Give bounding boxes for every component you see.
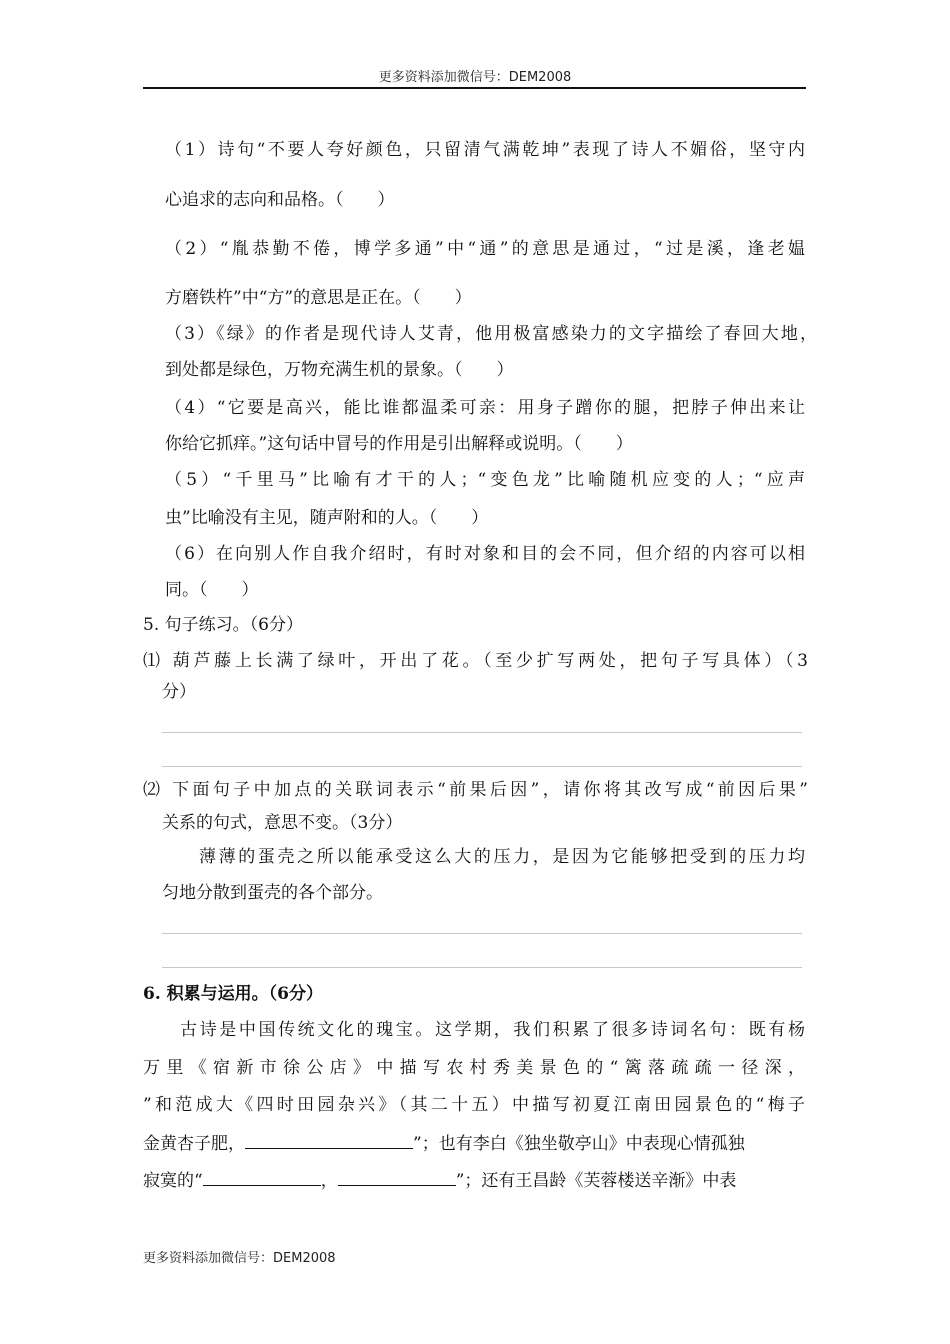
judgement-item-1-line1: （1）诗句“不要人夸好颜色，只留清气满乾坤”表现了诗人不媚俗，坚守内 [165,140,805,160]
q5-sub2-answer-line-1[interactable] [162,933,802,934]
judgement-item-1-line2: 心追求的志向和品格。（ ） [165,190,395,210]
q6-line4-text-b: ”；也有李白《独坐敬亭山》中表现心情孤独 [413,1134,745,1154]
judgement-item-5-line1: （5）“千里马”比喻有才干的人；“变色龙”比喻随机应变的人；“应声 [165,470,805,490]
judgement-item-3-line1: （3）《绿》的作者是现代诗人艾青，他用极富感染力的文字描绘了春回大地， [165,324,817,344]
q6-paragraph-line5 [143,1167,736,1192]
judgement-item-6-line1: （6）在向别人作自我介绍时，有时对象和目的会不同，但介绍的内容可以相 [165,544,805,564]
q6-paragraph-line2: 万里《宿新市徐公店》中描写农村秀美景色的“篱落疏疏一径深， [143,1058,805,1078]
page-footer: 更多资料添加微信号：DEM2008 [143,1251,336,1266]
judgement-item-3-line2: 到处都是绿色，万物充满生机的景象。（ ） [165,360,514,380]
q6-paragraph-line1: 古诗是中国传统文化的瑰宝。这学期，我们积累了很多诗词名句：既有杨 [180,1020,805,1040]
q6-line5-text-b: ， [320,1171,338,1191]
q6-line5-text-a: 寂寞的“ [143,1171,203,1191]
q6-blank-3[interactable] [338,1167,456,1186]
q6-paragraph-line3: ”和范成大《四时田园杂兴》（其二十五）中描写初夏江南田园景色的“梅子 [143,1095,805,1115]
q5-sub2-answer-line-2[interactable] [162,967,802,968]
q5-sentence-line2: 匀地分散到蛋壳的各个部分。 [162,883,383,903]
q5-sub2-line1: ⑵ 下面句子中加点的关联词表示“前果后因”，请你将其改写成“前因后果” [143,780,808,800]
q5-sentence-line1: 薄薄的蛋壳之所以能承受这么大的压力，是因为它能够把受到的压力均 [199,847,805,867]
q5-sub1-answer-line-2[interactable] [162,766,802,767]
judgement-item-6-line2: 同。（ ） [165,580,259,600]
q6-title: 6. 积累与运用。（6分） [143,984,323,1004]
page-header: 更多资料添加微信号：DEM2008 [378,70,572,85]
q5-sub1-line1: ⑴ 葫芦藤上长满了绿叶，开出了花。（至少扩写两处，把句子写具体）（3 [143,651,808,671]
q6-line5-text-c: ”；还有王昌龄《芙蓉楼送辛渐》中表 [455,1171,737,1191]
q6-paragraph-line4 [143,1130,745,1155]
q5-sub2-line2: 关系的句式，意思不变。（3分） [162,813,403,833]
judgement-item-5-line2: 虫”比喻没有主见，随声附和的人。（ ） [165,508,489,528]
judgement-item-2-line1: （2）“胤恭勤不倦，博学多通”中“通”的意思是通过，“过是溪，逢老媪 [165,239,805,259]
q5-title: 5. 句子练习。（6分） [143,615,303,635]
judgement-item-4-line2: 你给它抓痒。”这句话中冒号的作用是引出解释或说明。（ ） [165,434,633,454]
q6-line4-text-a: 金黄杏子肥， [143,1134,245,1154]
q5-sub1-line2: 分） [162,682,196,702]
judgement-item-2-line2: 方磨铁杵”中“方”的意思是正在。（ ） [165,288,472,308]
header-divider [143,87,806,89]
q6-blank-2[interactable] [203,1167,321,1186]
q6-blank-1[interactable] [245,1130,413,1149]
judgement-item-4-line1: （4）“它要是高兴，能比谁都温柔可亲：用身子蹭你的腿，把脖子伸出来让 [165,398,805,418]
q5-sub1-answer-line-1[interactable] [162,732,802,733]
